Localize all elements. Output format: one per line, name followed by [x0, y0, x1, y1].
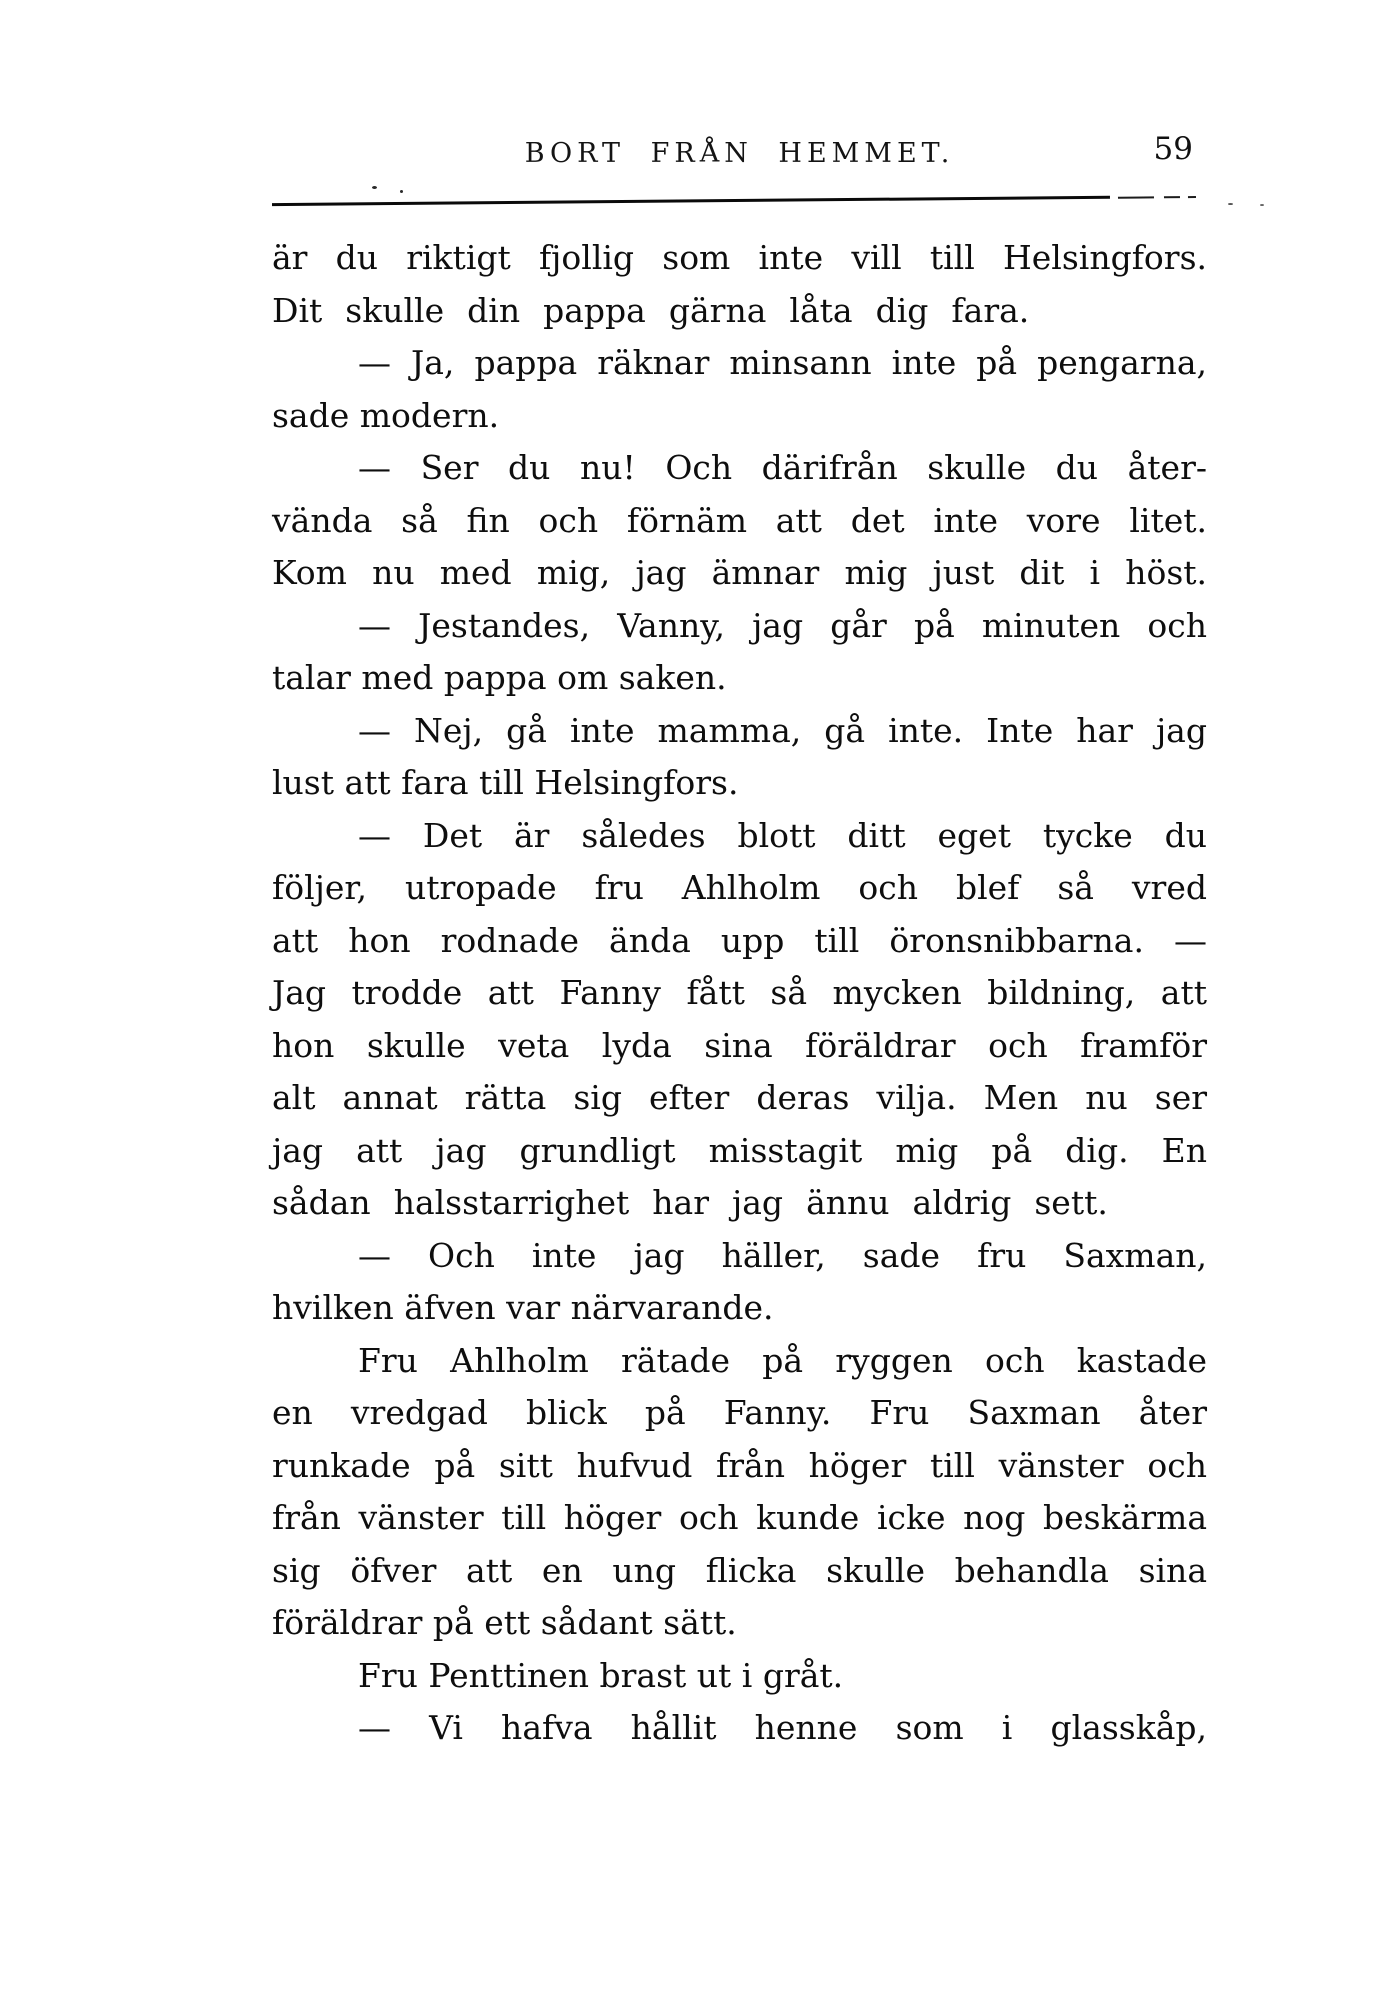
text-line: Dit skulle din pappa gärna låta dig fara.: [272, 290, 1030, 330]
text-line: hvilken äfven var närvarande.: [272, 1288, 774, 1327]
text-line: — Och inte jag häller, sade fru Saxman,: [358, 1235, 1207, 1275]
text-line: vända så fin och förnäm att det inte vore litet.: [272, 500, 1207, 540]
text-line: Fru Ahlholm rätade på ryggen och kastade: [358, 1340, 1207, 1380]
page-header: [272, 131, 1207, 182]
header-rule: [272, 195, 1207, 207]
page-number: 59: [1153, 131, 1193, 167]
text-line: — Det är således blott ditt eget tycke du: [358, 815, 1207, 855]
scan-speck: [1260, 204, 1264, 206]
scan-speck: [372, 186, 377, 189]
text-block: [272, 232, 1207, 1755]
text-line: är du riktigt fjollig som inte vill till Helsingfors.: [272, 238, 1207, 277]
text-line: sade modern.: [272, 395, 500, 435]
text-line: från vänster till höger och kunde icke nog beskärma: [272, 1498, 1207, 1537]
running-header-title: BORT FRÅN HEMMET.: [524, 138, 955, 169]
text-line: Fru Penttinen brast ut i gråt.: [358, 1655, 844, 1695]
text-line: hon skulle veta lyda sina föräldrar och framför: [272, 1025, 1207, 1065]
scan-speck: [1228, 203, 1233, 205]
text-line: alt annat rätta sig efter deras vilja. Men nu ser: [272, 1078, 1207, 1117]
text-line: — Jestandes, Vanny, jag går på minuten och: [358, 605, 1207, 645]
header-rule-dash: [1188, 196, 1196, 198]
text-line: — Ser du nu! Och därifrån skulle du åter-: [358, 448, 1207, 487]
text-line: — Nej, gå inte mamma, gå inte. Inte har jag: [358, 710, 1207, 750]
header-rule-line: [272, 196, 1110, 206]
text-line: Kom nu med mig, jag ämnar mig just dit i höst.: [272, 553, 1207, 592]
text-line: föräldrar på ett sådant sätt.: [272, 1603, 737, 1642]
text-line: talar med pappa om saken.: [272, 658, 727, 697]
scan-speck: [400, 190, 403, 193]
text-line: Jag trodde att Fanny fått så mycken bildning, att: [272, 973, 1207, 1012]
text-line: sig öfver att en ung flicka skulle behandla sina: [272, 1550, 1207, 1590]
text-line: att hon rodnade ända upp till öronsnibbarna. —: [272, 920, 1207, 960]
header-rule-dash: [1118, 196, 1154, 198]
text-line: — Vi hafva hållit henne som i glasskåp,: [358, 1708, 1207, 1747]
text-line: en vredgad blick på Fanny. Fru Saxman åter: [272, 1393, 1207, 1432]
text-line: sådan halsstarrighet har jag ännu aldrig sett.: [272, 1183, 1108, 1222]
text-line: lust att fara till Helsingfors.: [272, 763, 739, 802]
header-rule-dash: [1164, 196, 1180, 198]
text-line: följer, utropade fru Ahlholm och blef så vred: [272, 868, 1207, 907]
text-line: jag att jag grundligt misstagit mig på dig. En: [272, 1130, 1207, 1170]
text-line: — Ja, pappa räknar minsann inte på pengarna,: [358, 343, 1207, 382]
text-line: runkade på sitt hufvud från höger till vänster och: [272, 1445, 1207, 1485]
